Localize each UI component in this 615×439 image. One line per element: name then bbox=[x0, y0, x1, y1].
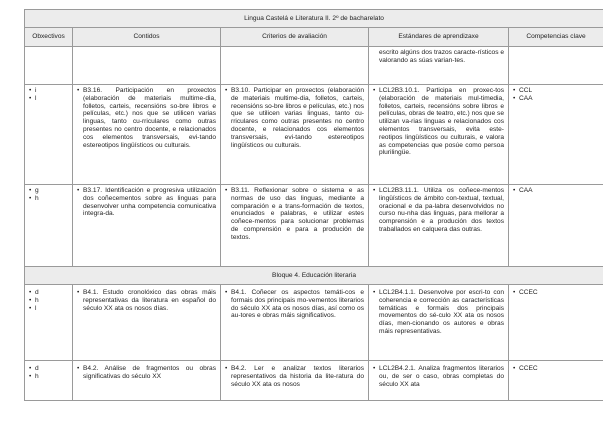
list-item: • B4.1. Estudo cronolóxico das obras máis representativas da literatura en español do século XX ata os nosos días. bbox=[77, 289, 216, 312]
list-item: • B3.10. Participar en proxectos (elaboración de materiais multime-dia, folletos, carteis, recensións so-bre libros e películas, etc.) nos que se utilicen varias linguas, tanto cu-rriculares como outras presentes no centro docente, e relacionados cos elementos transversais, evi-tando estereotipos lingüísticos ou culturais. bbox=[225, 87, 364, 149]
list-item: • d bbox=[29, 289, 68, 297]
cell-estandares bbox=[369, 361, 509, 401]
column-header-row bbox=[25, 28, 604, 47]
list-item: • B3.11. Reflexionar sobre o sistema e as normas de uso das linguas, mediante a comparación e a trans-formación de textos, enunciados e palabras, e utilizar estes coñece-mentos para solucionar problemas de comprensión e para a produción de textos. bbox=[225, 187, 364, 242]
list-item: • h bbox=[29, 297, 68, 305]
cell-criterios bbox=[221, 85, 369, 185]
cell-contidos bbox=[73, 361, 221, 401]
cell-contidos bbox=[73, 85, 221, 185]
cell-obxectivos bbox=[25, 185, 73, 267]
list-item: • LCL2B3.11.1. Utiliza os coñece-mentos lingüísticos de ámbito con-textual, textual, oracional e da pa-labra desenvolvidos no curso nu-nha das linguas, para mellorar a comprensión e a produción dos textos traballados en calquera das outras. bbox=[373, 187, 504, 234]
list-item: • B4.2. Análise de fragmentos ou obras significativas do século XX bbox=[77, 365, 216, 381]
cell-estandares bbox=[369, 85, 509, 185]
list-item: • d bbox=[29, 365, 68, 373]
list-item: • B3.16. Participación en proxectos (elaboración de materiais multime-dia, folletos, carteis, recensións so-bre libros e películas, etc.) nos que se utilicen varias linguas, tanto cu-rriculares como outras presentes no centro docente, e relacionados cos elementos transversais, evi-tando estereotipos lingüísticos ou culturais. bbox=[77, 87, 216, 149]
cell-competencias bbox=[509, 185, 604, 267]
table-row bbox=[25, 85, 604, 185]
cell-criterios bbox=[221, 285, 369, 361]
cell-competencias bbox=[509, 85, 604, 185]
list-item: • g bbox=[29, 187, 68, 195]
cell-obxectivos bbox=[25, 361, 73, 401]
cell-estandares bbox=[369, 185, 509, 267]
table-row bbox=[25, 285, 604, 361]
list-item: • h bbox=[29, 373, 68, 381]
list-item: • B4.1. Coñecer os aspectos temáti-cos e formais dos principais mo-vementos literarios do século XX ata os nosos días, así como os au-tores e obras máis significativos. bbox=[225, 289, 364, 320]
cell-contidos bbox=[73, 47, 221, 85]
list-item: • i bbox=[29, 87, 68, 95]
list-item: • l bbox=[29, 95, 68, 103]
block-title-row bbox=[25, 267, 604, 285]
list-item: • CAA bbox=[513, 95, 599, 103]
column-header-estandares: Estándares de aprendizaxe bbox=[369, 28, 509, 47]
cell-estandares bbox=[369, 47, 509, 85]
cell-obxectivos bbox=[25, 285, 73, 361]
curriculum-table-wrapper bbox=[24, 9, 603, 439]
block-title: Bloque 4. Educación literaria bbox=[25, 267, 604, 285]
column-header-obxectivos: Obxectivos bbox=[25, 28, 73, 47]
list-item: • B3.17. Identificación e progresiva utilización dos coñecementos sobre as linguas para desenvolver unha competencia comunicativa integra-da. bbox=[77, 187, 216, 218]
column-header-criterios: Criterios de avaliación bbox=[221, 28, 369, 47]
list-item: • CCEC bbox=[513, 365, 599, 373]
cell-competencias bbox=[509, 285, 604, 361]
table-row bbox=[25, 361, 604, 401]
cell-competencias bbox=[509, 361, 604, 401]
cell-competencias bbox=[509, 47, 604, 85]
cell-criterios bbox=[221, 185, 369, 267]
table-row bbox=[25, 47, 604, 85]
column-header-competencias: Competencias clave bbox=[509, 28, 604, 47]
cell-estandares bbox=[369, 285, 509, 361]
table-title-row bbox=[25, 10, 604, 28]
continuation-text: escrito algúns dos trazos caracte-rísticos e valorando as súas varian-tes. bbox=[379, 49, 504, 64]
list-item: • CAA bbox=[513, 187, 599, 195]
table-row bbox=[25, 185, 604, 267]
list-item: • CCEC bbox=[513, 289, 599, 297]
list-item: • LCL2B3.10.1. Participa en proxec-tos (elaboración de materiais mul-timedia, folletos, carteis, recensións sobre libros e películas, obras de teatro, etc.) nos que se utilizan va-rias linguas e relacionados cos elementos transversais, evita este-reotipos lingüísticos ou culturais, e valora as competencias que posúe como persoa plurilingüe. bbox=[373, 87, 504, 157]
curriculum-table bbox=[24, 9, 603, 401]
cell-criterios bbox=[221, 47, 369, 85]
column-header-contidos: Contidos bbox=[73, 28, 221, 47]
cell-contidos bbox=[73, 285, 221, 361]
cell-obxectivos bbox=[25, 47, 73, 85]
list-item: • l bbox=[29, 305, 68, 313]
list-item: • h bbox=[29, 195, 68, 203]
table-title: Lingua Castelá e Literatura II. 2º de bacharelato bbox=[25, 10, 604, 28]
list-item: • LCL2B4.2.1. Analiza fragmentos literarios ou, de ser o caso, obras completas do século XX ata bbox=[373, 365, 504, 388]
cell-obxectivos bbox=[25, 85, 73, 185]
list-item: • CCL bbox=[513, 87, 599, 95]
list-item: • B4.2. Ler e analizar textos literarios representativos da historia da lite-ratura do século XX ata os nosos bbox=[225, 365, 364, 388]
cell-contidos bbox=[73, 185, 221, 267]
list-item: • LCL2B4.1.1. Desenvolve por escri-to con coherencia e corrección as características temáticas e formais dos principais movementos do sé-culo XX ata os nosos días, men-cionando os autores e obras máis representativas. bbox=[373, 289, 504, 336]
cell-criterios bbox=[221, 361, 369, 401]
